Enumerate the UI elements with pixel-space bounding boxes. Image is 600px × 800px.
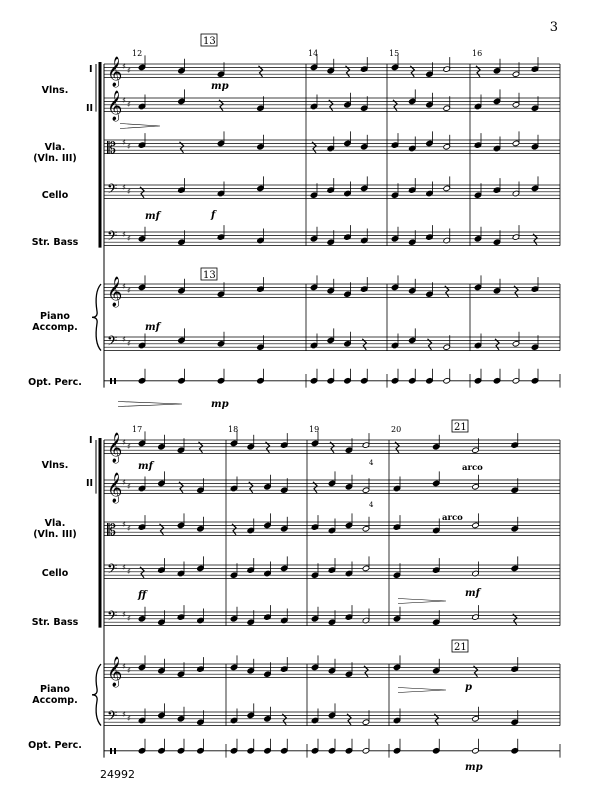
treble-clef: 𝄞 (107, 473, 123, 503)
dynamic-marking: ff (138, 590, 147, 601)
viola-label-2-line1: Vla. (44, 518, 66, 529)
viola-label-2-line2: (Vln. III) (33, 529, 77, 540)
measure-number: 20 (391, 425, 402, 434)
key-signature-sharp: ♯ (122, 96, 126, 105)
key-signature-sharp: ♯ (127, 100, 131, 109)
key-signature-sharp: ♯ (122, 610, 126, 619)
key-signature-sharp: ♯ (122, 183, 126, 192)
key-signature-sharp: ♯ (122, 282, 126, 291)
measure-number: 12 (132, 49, 143, 58)
dynamic-marking: p (465, 682, 472, 693)
key-signature-sharp: ♯ (127, 286, 131, 295)
violin-1-label-2: I (89, 435, 93, 446)
percussion-clef (114, 378, 116, 384)
percussion-label-2: Opt. Perc. (28, 740, 82, 751)
measure-number: 15 (389, 49, 400, 58)
dynamic-marking: mf (465, 588, 480, 599)
key-signature-sharp: ♯ (122, 438, 126, 447)
treble-clef: 𝄞 (107, 657, 123, 687)
piano-label-2-line1: Piano (40, 684, 70, 695)
alto-clef: 𝄡 (107, 138, 116, 157)
measure-number: 14 (308, 49, 319, 58)
rehearsal-mark: 13 (203, 36, 216, 47)
key-signature-sharp: ♯ (127, 234, 131, 243)
bass-label: Str. Bass (31, 237, 79, 248)
dynamic-marking: mf (145, 211, 160, 222)
key-signature-sharp: ♯ (127, 482, 131, 491)
measure-number: 19 (309, 425, 320, 434)
violins-label-2: Vlns. (41, 460, 69, 471)
bass-clef: 𝄢 (107, 561, 118, 580)
fingering-number: 4 (369, 459, 374, 467)
key-signature-sharp: ♯ (127, 66, 131, 75)
treble-clef: 𝄞 (107, 277, 123, 307)
measure-number: 17 (132, 425, 143, 434)
percussion-clef (110, 378, 112, 384)
key-signature-sharp: ♯ (127, 442, 131, 451)
fingering-number: 4 (369, 501, 374, 509)
rehearsal-mark: 13 (203, 270, 216, 281)
measure-number: 18 (228, 425, 239, 434)
hairpin (398, 688, 446, 693)
key-signature-sharp: ♯ (127, 187, 131, 196)
hairpin (398, 599, 446, 604)
dynamic-marking: mp (211, 81, 229, 92)
treble-clef: 𝄞 (107, 433, 123, 463)
percussion-clef (110, 748, 112, 754)
key-signature-sharp: ♯ (127, 339, 131, 348)
key-signature-sharp: ♯ (127, 567, 131, 576)
key-signature-sharp: ♯ (122, 138, 126, 147)
key-signature-sharp: ♯ (122, 520, 126, 529)
piano-label-line2: Accomp. (32, 322, 78, 333)
page-number: 3 (549, 20, 558, 35)
piano-brace (92, 284, 101, 351)
key-signature-sharp: ♯ (122, 710, 126, 719)
dynamic-marking: mf (138, 461, 153, 472)
dynamic-marking: mp (465, 762, 483, 773)
cello-label-2: Cello (41, 568, 69, 579)
key-signature-sharp: ♯ (127, 666, 131, 675)
violins-label: Vlns. (41, 85, 69, 96)
articulation-text: arco (462, 463, 483, 473)
bass-label-2: Str. Bass (31, 617, 79, 628)
viola-label-line2: (Vln. III) (33, 153, 77, 164)
dynamic-marking: f (211, 210, 216, 221)
violin-1-label: I (89, 64, 93, 75)
violin-2-label: II (86, 103, 94, 114)
key-signature-sharp: ♯ (127, 524, 131, 533)
piano-brace (92, 664, 101, 726)
piano-label-line1: Piano (40, 311, 70, 322)
key-signature-sharp: ♯ (127, 614, 131, 623)
key-signature-sharp: ♯ (122, 230, 126, 239)
articulation-text: arco (442, 513, 463, 523)
hairpin (120, 124, 160, 129)
bass-clef: 𝄢 (107, 228, 118, 247)
rehearsal-mark: 21 (454, 422, 467, 433)
key-signature-sharp: ♯ (122, 478, 126, 487)
piano-label-2-line2: Accomp. (32, 695, 78, 706)
viola-label-line1: Vla. (44, 142, 66, 153)
percussion-clef (114, 748, 116, 754)
key-signature-sharp: ♯ (127, 142, 131, 151)
percussion-label: Opt. Perc. (28, 377, 82, 388)
bass-clef: 𝄢 (107, 181, 118, 200)
rehearsal-mark: 21 (454, 642, 467, 653)
treble-clef: 𝄞 (107, 57, 123, 87)
key-signature-sharp: ♯ (122, 563, 126, 572)
key-signature-sharp: ♯ (127, 714, 131, 723)
dynamic-marking: mf (145, 322, 160, 333)
bass-clef: 𝄢 (107, 333, 118, 352)
hairpin (118, 402, 182, 407)
violin-2-label-2: II (86, 478, 94, 489)
cello-label: Cello (41, 190, 69, 201)
bass-clef: 𝄢 (107, 608, 118, 627)
key-signature-sharp: ♯ (122, 335, 126, 344)
alto-clef: 𝄡 (107, 520, 116, 539)
treble-clef: 𝄞 (107, 91, 123, 121)
dynamic-marking: mp (211, 399, 229, 410)
key-signature-sharp: ♯ (122, 662, 126, 671)
measure-number: 16 (472, 49, 483, 58)
footer-code: 24992 (100, 768, 135, 781)
bass-clef: 𝄢 (107, 708, 118, 727)
key-signature-sharp: ♯ (122, 62, 126, 71)
